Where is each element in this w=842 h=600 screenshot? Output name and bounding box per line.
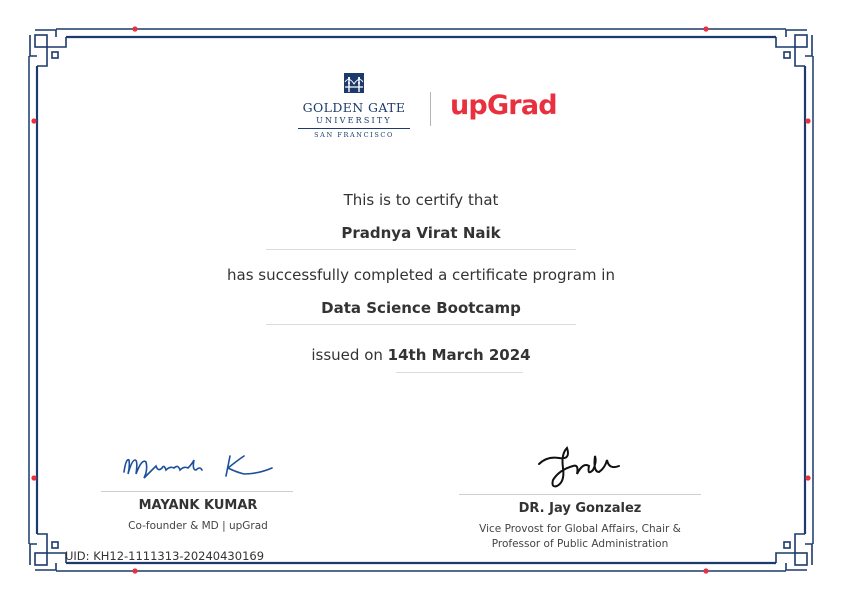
signature-line-right xyxy=(459,494,701,495)
logo-divider xyxy=(430,92,431,126)
signatory-role-right-line2: Professor of Public Administration xyxy=(491,538,669,550)
ggu-university-text: UNIVERSITY xyxy=(316,116,392,125)
signatory-name-left: MAYANK KUMAR xyxy=(138,498,258,513)
signatory-role-right-line1: Vice Provost for Global Affairs, Chair & xyxy=(479,523,681,535)
issued-prefix: issued on xyxy=(311,346,383,364)
golden-gate-bridge-icon xyxy=(343,72,365,94)
program-underline xyxy=(266,324,576,325)
logo-header xyxy=(0,70,842,148)
program-name: Data Science Bootcamp xyxy=(321,299,521,317)
signature-left xyxy=(118,450,278,486)
ggu-logo-rule xyxy=(298,128,410,129)
upgrad-logo: upGrad xyxy=(450,90,557,121)
recipient-underline xyxy=(266,249,576,250)
certify-lead-text: This is to certify that xyxy=(343,191,499,209)
signature-line-left xyxy=(101,491,293,492)
issued-date: 14th March 2024 xyxy=(387,346,531,364)
signatory-role-left: Co-founder & MD | upGrad xyxy=(128,520,268,532)
date-underline xyxy=(396,372,523,373)
certificate-uid: UID: KH12-1111313-20240430169 xyxy=(65,549,265,563)
issued-line xyxy=(0,346,842,364)
recipient-name: Pradnya Virat Naik xyxy=(341,224,501,242)
signature-right xyxy=(533,442,628,492)
signatory-name-right: DR. Jay Gonzalez xyxy=(518,501,642,516)
ggu-wordmark: GOLDEN GATE xyxy=(302,100,406,115)
completion-text: has successfully completed a certificate program in xyxy=(227,266,615,284)
ggu-city-text: SAN FRANCISCO xyxy=(314,131,394,139)
